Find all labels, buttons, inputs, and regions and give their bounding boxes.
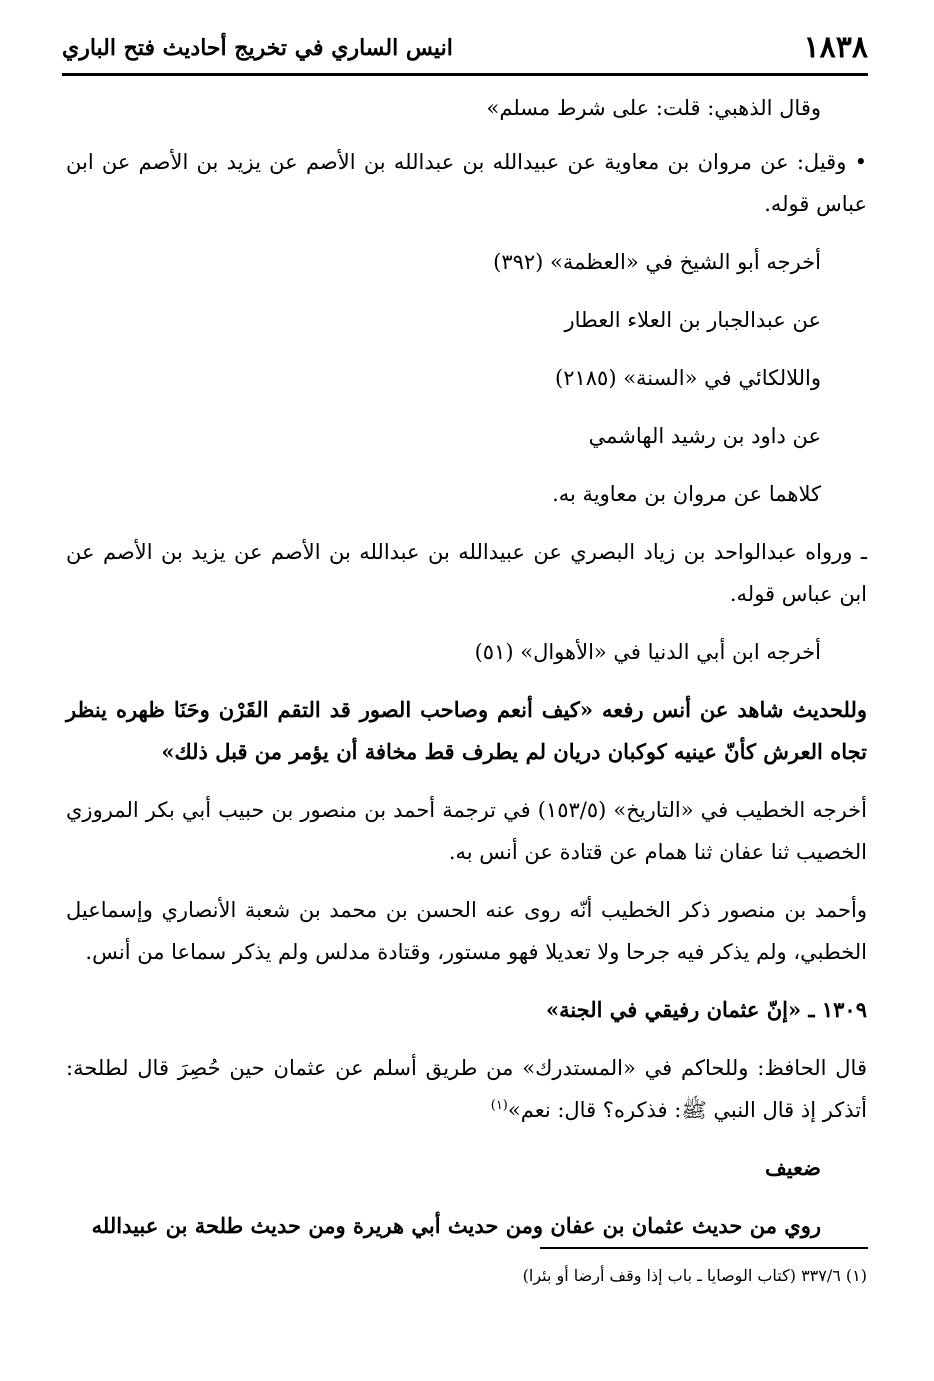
paragraph: ـ ورواه عبدالواحد بن زياد البصري عن عبيدالله بن عبدالله بن الأصم عن يزيد بن الأصم عن ابن عباس قوله. <box>66 540 867 606</box>
paragraph: وأحمد بن منصور ذكر الخطيب أنّه روى عنه الحسن بن محمد بن شعبة الأنصاري وإسماعيل الخطبي، ولم يذكر فيه جرحا ولا تعديلا فهو مستور، وقتادة مدلس ولم يذكر سماعا من أنس. <box>66 898 867 964</box>
paragraph: أخرجه الخطيب في «التاريخ» (١٥٣/٥) في ترجمة أحمد بن منصور بن حبيب أبي بكر المروزي الخصيب ثنا عفان ثنا همام عن قتادة عن أنس به. <box>66 798 867 864</box>
paragraph: أخرجه ابن أبي الدنيا في «الأهوال» (٥١) <box>474 640 821 664</box>
body-text <box>66 83 867 1255</box>
paragraph: وقال الذهبي: قلت: على شرط مسلم» <box>486 96 821 120</box>
paragraph-shahid: وللحديث شاهد عن أنس رفعه «كيف أنعم وصاحب الصور قد التقم القَرْن وحَنَا ظهره ينظر تجاه العرش كأنّ عينيه كوكبان دريان لم يطرف قط مخافة أن يؤمر من قبل ذلك» <box>66 697 867 764</box>
paragraph: عن عبدالجبار بن العلاء العطار <box>564 308 821 332</box>
header-rule <box>62 73 868 76</box>
footnote-rule <box>540 1247 868 1249</box>
paragraph: روي من حديث عثمان بن عفان ومن حديث أبي هريرة ومن حديث طلحة بن عبيدالله <box>91 1213 821 1238</box>
paragraph: • وقيل: عن مروان بن معاوية عن عبيدالله بن عبدالله بن الأصم عن يزيد بن الأصم عن ابن عباس قوله. <box>66 150 867 216</box>
paragraph: عن داود بن رشيد الهاشمي <box>588 424 821 448</box>
footnote-marker: (١) <box>490 1098 508 1113</box>
running-title: انيس الساري في تخريج أحاديث فتح الباري <box>62 35 453 61</box>
paragraph: كلاهما عن مروان بن معاوية به. <box>552 482 821 506</box>
paragraph: قال الحافظ: وللحاكم في «المستدرك» من طريق أسلم عن عثمان حين حُصِرَ قال لطلحة: أتذكر إذ قال النبي ﷺ: فذكره؟ قال: نعم»$^{(١)}$ <box>66 1056 867 1122</box>
paragraph: أخرجه أبو الشيخ في «العظمة» (٣٩٢) <box>493 250 821 274</box>
footnote: (١) ٣٣٧/٦ (كتاب الوصايا ـ باب إذا وقف أرضا أو بئرا) <box>522 1266 867 1285</box>
paragraph: واللالكائي في «السنة» (٢١٨٥) <box>555 366 821 390</box>
page-number: ١٨٣٨ <box>803 30 868 65</box>
page-header <box>62 28 868 72</box>
grading-label: ضعيف <box>764 1155 821 1180</box>
hadith-heading: ١٣٠٩ ـ «إنّ عثمان رفيقي في الجنة» <box>545 997 867 1022</box>
